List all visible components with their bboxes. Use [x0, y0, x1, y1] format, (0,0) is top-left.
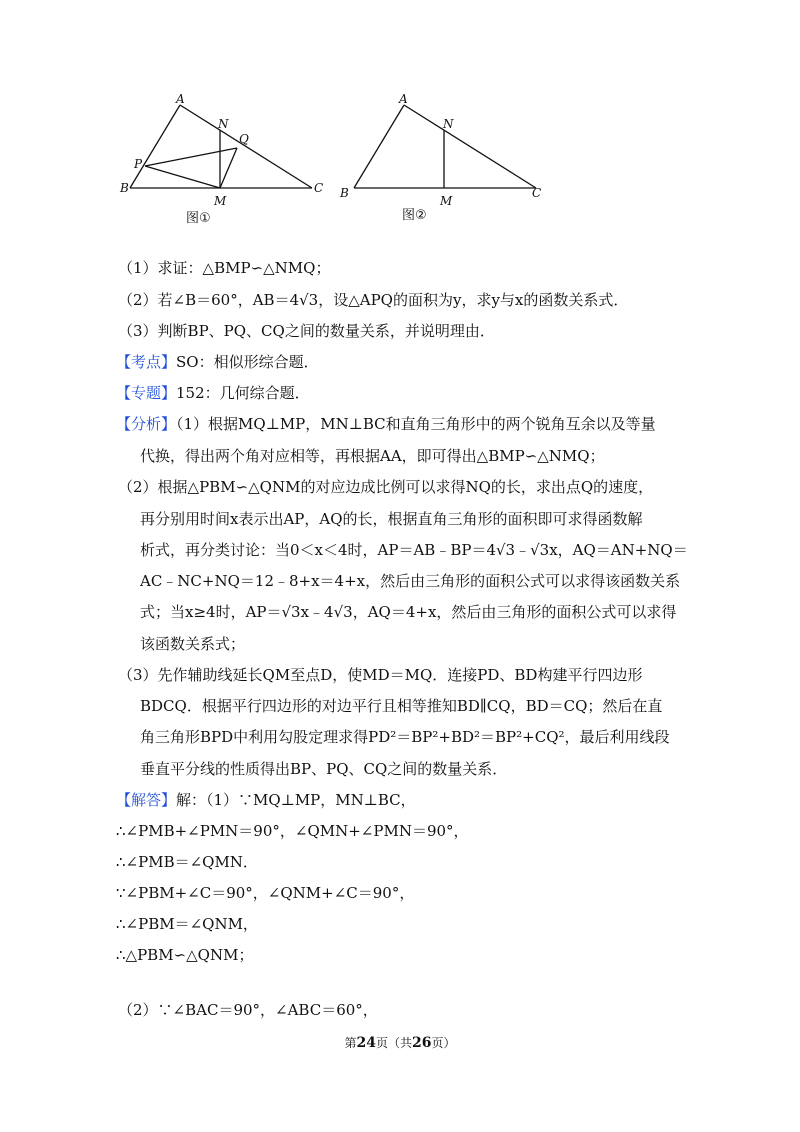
line-text: 152：几何综合题． [176, 384, 310, 402]
line-text: ∴∠PMB＝∠QMN． [116, 853, 258, 871]
text-line [140, 602, 676, 622]
text-line [116, 414, 656, 434]
fig1-label-b: B [120, 181, 129, 195]
line-text: （2）∵∠BAC＝90°，∠ABC＝60°， [118, 1001, 378, 1019]
text-line [118, 1000, 378, 1020]
text-line [118, 321, 495, 341]
text-line [116, 383, 310, 403]
line-text: （3）先作辅助线延长QM至点D，使MD＝MQ．连接PD、BD构建平行四边形 [118, 666, 643, 684]
fig1-label-q: Q [239, 132, 249, 146]
line-text: ∴△PBM∽△QNM； [116, 946, 254, 964]
line-text: 再分别用时间x表示出AP，AQ的长，根据直角三角形的面积即可求得函数解 [140, 510, 643, 528]
text-line [118, 290, 628, 310]
fig1-caption: 图① [186, 211, 211, 226]
fig2-label-n: N [443, 117, 454, 131]
text-line [118, 665, 642, 685]
text-line [140, 446, 605, 466]
fig2-caption: 图② [402, 208, 427, 223]
geometry-figures [118, 92, 558, 232]
line-text: （1）根据MQ⊥MP，MN⊥BC和直角三角形中的两个锐角互余以及等量 [176, 415, 656, 433]
line-text: 角三角形BPD中利用勾股定理求得PD²＝BP²+BD²＝BP²+CQ²，最后利用线段 [140, 728, 670, 746]
footer-page-number: 24 [356, 1035, 376, 1051]
line-text: （2）根据△PBM∽△QNM的对应边成比例可以求得NQ的长，求出点Q的速度， [118, 478, 654, 496]
line-text: 垂直平分线的性质得出BP、PQ、CQ之间的数量关系． [140, 760, 508, 778]
text-line [140, 540, 688, 560]
text-line [116, 852, 258, 872]
fig2-label-b: B [340, 186, 349, 200]
line-text: 该函数关系式； [140, 635, 246, 653]
line-text: 式；当x≥4时，AP＝√3x﹣4√3，AQ＝4+x，然后由三角形的面积公式可以求得 [140, 603, 677, 621]
text-line [140, 727, 670, 747]
line-text: SO：相似形综合题． [176, 353, 319, 371]
footer-mid: 页（共 [375, 1036, 412, 1050]
footer-total-pages: 26 [412, 1035, 432, 1051]
line-text: BDCQ．根据平行四边形的对边平行且相等推知BD∥CQ，BD＝CQ；然后在直 [140, 697, 663, 715]
line-text: ∴∠PBM＝∠QNM， [116, 915, 258, 933]
fig2-label-a: A [399, 92, 408, 106]
fig1-label-m: M [214, 194, 227, 208]
text-line [116, 821, 469, 841]
text-line [116, 352, 319, 372]
line-text: ∴∠PMB+∠PMN＝90°，∠QMN+∠PMN＝90°， [116, 822, 469, 840]
fig1-label-n: N [218, 117, 229, 131]
text-line [140, 571, 680, 591]
line-text: ∵∠PBM+∠C＝90°，∠QNM+∠C＝90°， [116, 884, 415, 902]
section-tag: 【解答】 [116, 791, 177, 809]
fig2-label-m: M [440, 194, 453, 208]
section-tag: 【专题】 [116, 384, 177, 402]
text-line [118, 477, 653, 497]
text-line [116, 790, 416, 810]
figures [118, 92, 558, 232]
page-footer [0, 1034, 800, 1051]
section-tag: 【考点】 [116, 353, 177, 371]
line-text: 代换，得出两个角对应相等，再根据AA，即可得出△BMP∽△NMQ； [140, 447, 605, 465]
text-line [116, 945, 253, 965]
line-text: AC﹣NC+NQ＝12﹣8+x＝4+x，然后由三角形的面积公式可以求得该函数关系 [140, 572, 681, 590]
text-line [140, 759, 507, 779]
fig1-label-c: C [314, 181, 324, 195]
fig1-label-p: P [134, 157, 143, 171]
footer-suffix: 页） [431, 1036, 456, 1050]
text-line [140, 509, 643, 529]
line-text: （2）若∠B＝60°，AB＝4√3，设△APQ的面积为y，求y与x的函数关系式． [118, 291, 629, 309]
text-line [116, 914, 258, 934]
line-text: （3）判断BP、PQ、CQ之间的数量关系，并说明理由． [118, 322, 495, 340]
text-line [140, 696, 662, 716]
fig2-label-c: C [532, 186, 542, 200]
line-text: 析式，再分类讨论：当0＜x＜4时，AP＝AB﹣BP＝4√3﹣√3x，AQ＝AN+NQ＝ [140, 541, 688, 559]
line-text: （1）求证：△BMP∽△NMQ； [118, 259, 331, 277]
section-tag: 【分析】 [116, 415, 177, 433]
line-text: 解：（1）∵MQ⊥MP，MN⊥BC， [176, 791, 416, 809]
fig1-label-a: A [176, 92, 185, 106]
text-line [116, 883, 414, 903]
text-line [118, 258, 330, 278]
footer-prefix: 第 [344, 1036, 357, 1050]
text-line [140, 634, 245, 654]
